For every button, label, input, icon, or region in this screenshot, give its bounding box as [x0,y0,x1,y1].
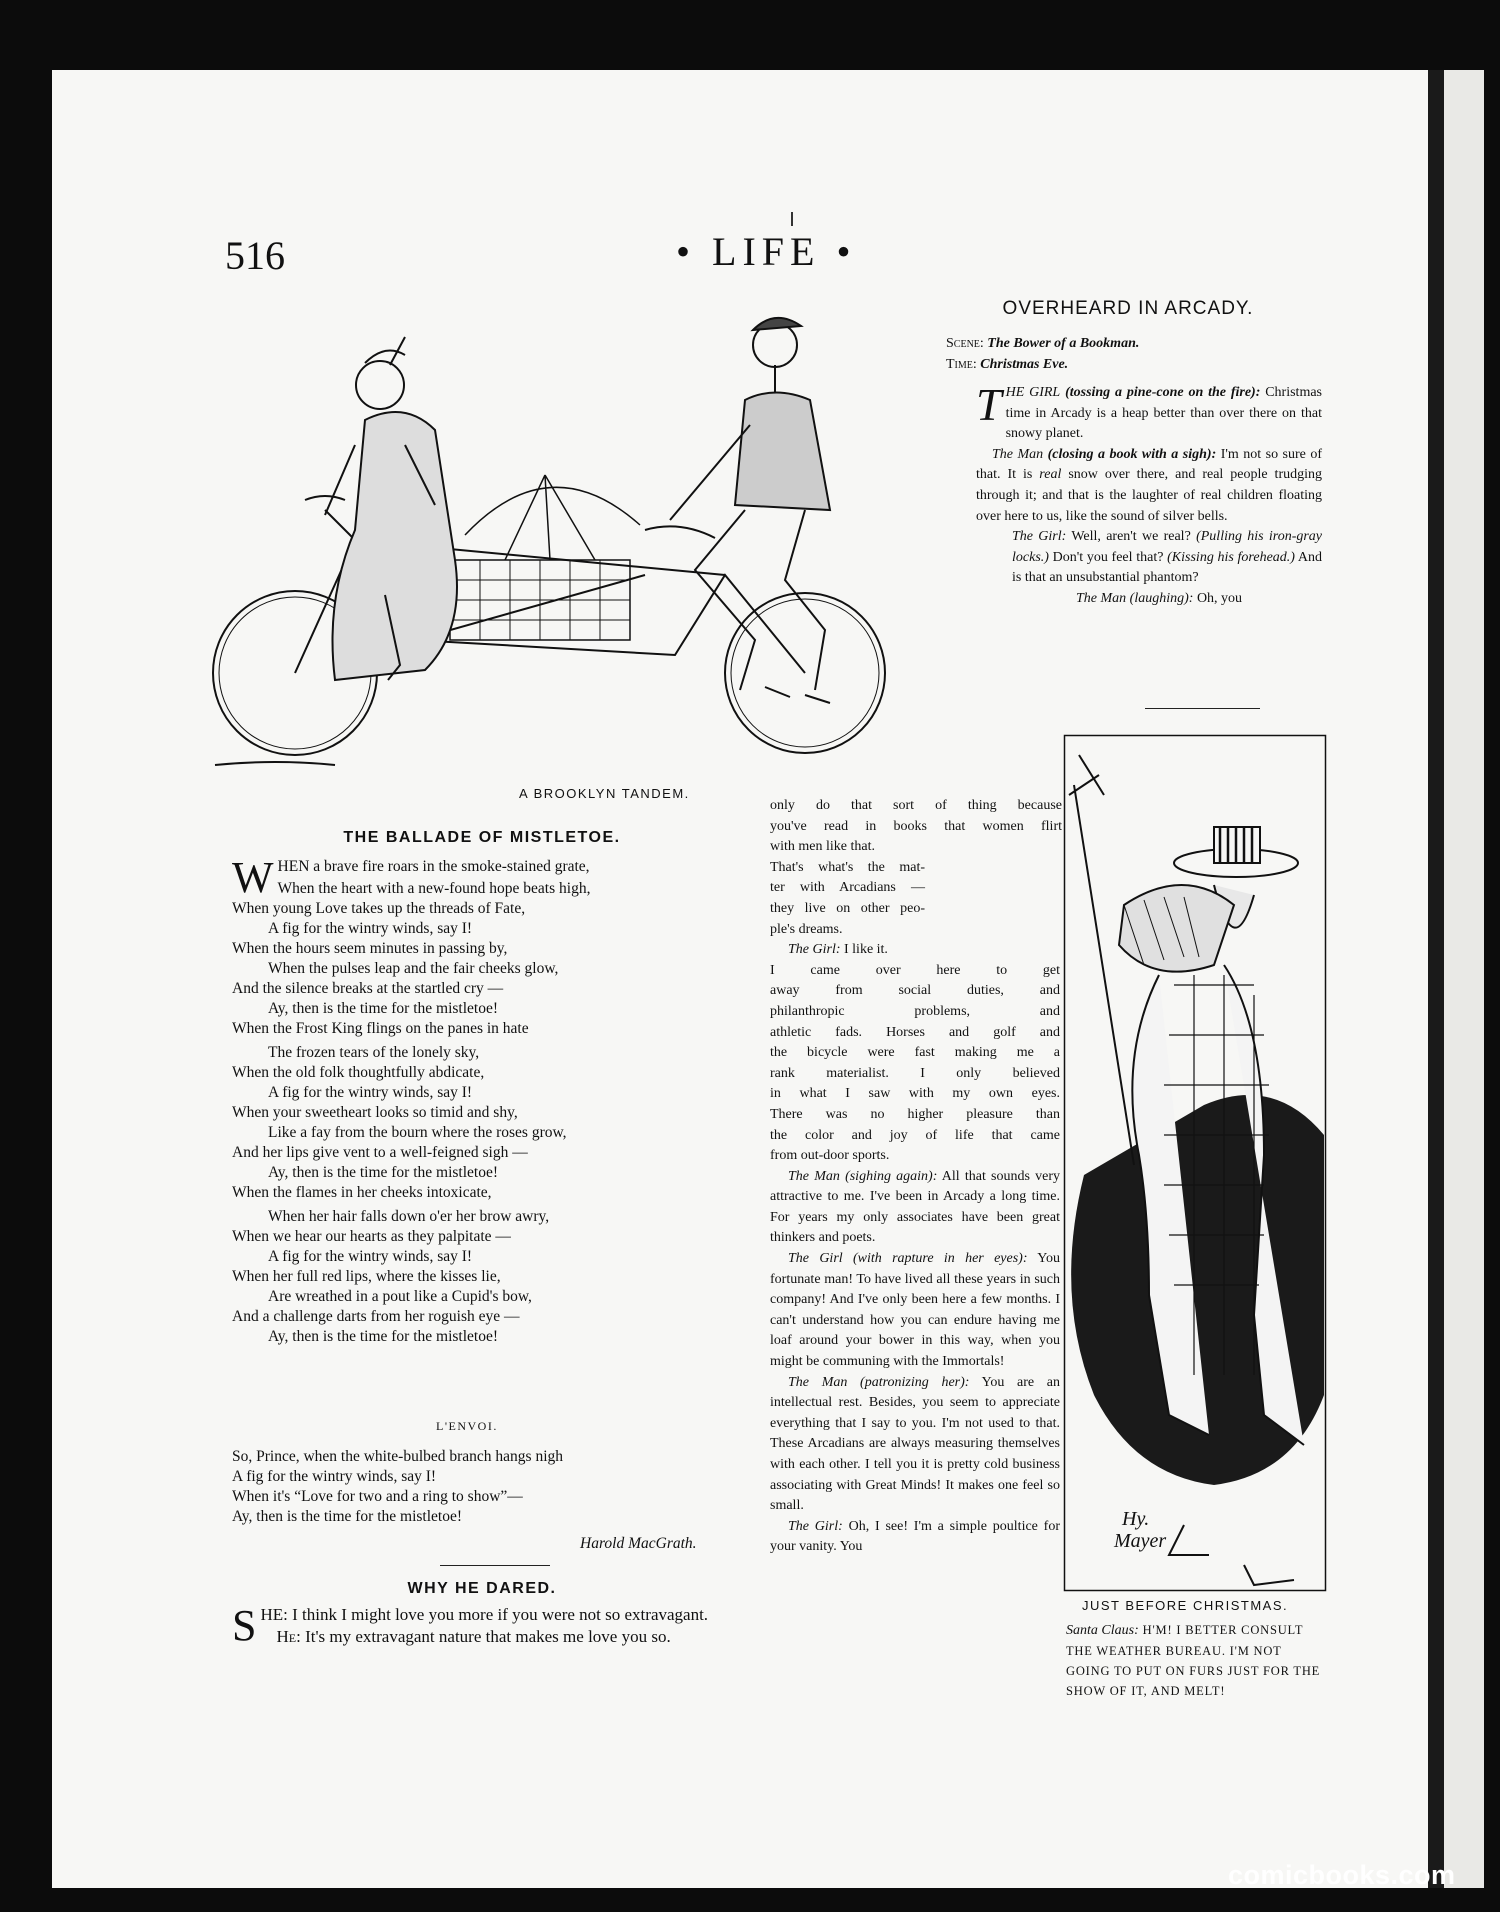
ballade-poem [232,853,742,1347]
man-speech [770,1373,1060,1517]
poem-line: A fig for the wintry winds, say I! [268,1248,473,1265]
text-line: athletic fads. Horses and golf and [770,1024,1060,1040]
page-number: 516 [225,233,285,278]
poem-line: When we hear our hearts as they palpitate — [232,1228,511,1245]
poem-line: A fig for the wintry winds, say I! [232,1468,437,1485]
stage-direction: (Kissing his forehead.) [1167,549,1295,565]
text-line: I came over here to get [770,962,1060,978]
arcady-dialogue-top [976,379,1323,610]
poem-line: Like a fay from the bourn where the roses grow, [268,1124,567,1141]
text-line: they live on other peo- [770,900,925,916]
masthead-title: • LIFE • [676,229,857,274]
speaker: The Man [788,1374,848,1390]
dialogue-text: Oh, I see! I'm a simple poultice for your vanity. You [770,1518,1060,1555]
poem-line: When young Love takes up the threads of Fate, [232,900,526,917]
dialogue-text: Christmas time in Arcady is a heap better than over there on that snowy planet. [1005,385,1322,442]
dialogue-text: And is that an unsubstantial phantom? [1012,549,1323,586]
santa-caption: JUST BEFORE CHRISTMAS. [1082,1598,1289,1613]
drop-cap: W [232,853,274,902]
speaker: HE GIRL [1005,385,1061,400]
girl-speech [770,961,1060,1167]
dialogue-text: All that sounds very attractive to me. I've been in Arcady a long time. For years my only associates have been great thinkers and poets. [770,1168,1061,1246]
drop-cap: T [976,379,1002,430]
stage-direction: (closing a book with a sigh): [1047,446,1217,462]
poem-line: A fig for the wintry winds, say I! [268,920,473,937]
drop-cap: S [232,1601,257,1650]
speaker: Santa Claus: [1066,1623,1139,1638]
text-line: the bicycle were fast making me a [770,1045,1060,1061]
arcady-paragraph [976,445,1322,527]
speaker-label: He: [276,1627,301,1646]
poem-line: So, Prince, when the white-bulbed branch hangs nigh [232,1448,564,1465]
arcady-paragraph [976,379,1322,445]
dialogue-text: Well, aren't we real? [1071,529,1191,545]
poem-line: And her lips give vent to a well-feigned sigh — [232,1144,528,1161]
dialogue-text: Oh, you [1196,590,1243,606]
site-watermark: comicbooks.com [1228,1860,1456,1890]
arcady-title: OVERHEARD IN ARCADY. [1002,298,1254,319]
poem-line: When the flames in her cheeks intoxicate, [232,1184,492,1201]
poem-line: Ay, then is the time for the mistletoe! [268,1000,499,1017]
arcady-continuation [770,796,1060,1558]
poem-line: When her hair falls down o'er her brow awry, [268,1208,550,1225]
text-line: philanthropic problems, and [770,1003,1060,1019]
text-line: That's what's the mat- [770,859,925,875]
speaker: The Girl: [788,1518,843,1534]
dialogue-text: snow over there, and real people trudging through it; and that is the laughter of real children floating over here to us, like the sound of silver bells. [976,467,1322,524]
stage-direction: (patronizing her): [860,1374,970,1390]
speaker: The Man [992,446,1044,462]
text-line: the color and joy of life that came [770,1127,1060,1143]
narrow-lines [770,858,925,940]
poem-line: When the Frost King flings on the panes in hate [232,1020,529,1037]
text-line: you've read in books that women flirt [770,818,1062,834]
arcady-scene-block [946,334,1321,375]
poem-line: When it's “Love for two and a ring to show”— [232,1488,523,1505]
santa-quote-block [1066,1620,1328,1701]
time-label: Time: [946,356,977,372]
poem-line: When the pulses leap and the fair cheeks glow, [268,960,559,977]
poem-line: Ay, then is the time for the mistletoe! [268,1164,499,1181]
text-line: There was no higher pleasure than [770,1106,1060,1122]
poem-line: Ay, then is the time for the mistletoe! [268,1328,499,1345]
envoi-title: L'ENVOI. [436,1419,498,1433]
poem-line: And a challenge darts from her roguish eye — [232,1308,520,1325]
arcady-paragraph [1012,527,1322,589]
arcady-paragraph [1076,589,1322,610]
scene-value: The Bower of a Bookman. [987,336,1140,351]
stage-direction: (with rapture in her eyes): [852,1251,1028,1267]
poem-line-text: HEN a brave fire roars in the smoke-stained grate, [277,858,590,875]
poem-line: When the heart with a new-found hope beats high, [277,880,591,897]
dialogue-text: I think I might love you more if you were not so extravagant. [292,1605,709,1624]
poem-line: When the old folk thoughtfully abdicate, [232,1064,485,1081]
dared-title: WHY HE DARED. [407,1580,557,1597]
stage-direction: (tossing a pine-cone on the fire): [1065,385,1261,400]
girl-line [770,940,1060,961]
speaker-label: HE: [260,1605,288,1624]
text-line: rank materialist. I only believed [770,1065,1060,1081]
dialogue-text: I'm not so sure of that. It is [976,446,1323,483]
dared-joke [232,1601,752,1650]
poem-line: When your sweetheart looks so timid and shy, [232,1104,518,1121]
printer-mark [791,212,793,226]
speaker: The Man [788,1168,840,1184]
text-line: away from social duties, and [770,983,1060,999]
text-line: in what I saw with my own eyes. [770,1086,1060,1102]
scene-label: Scene: [946,336,984,351]
poem-line: A fig for the wintry winds, say I! [268,1084,473,1101]
time-value: Christmas Eve. [980,356,1069,372]
emphasis: real [1039,467,1062,483]
santa-quote: H'M! I BETTER CONSULT THE WEATHER BUREAU. I'M NOT GOING TO PUT ON FURS JUST FOR THE SHOW OF IT, AND MELT! [1066,1623,1321,1698]
next-page-edge [1444,70,1484,1888]
text-line: ter with Arcadians — [770,880,925,896]
poem-line: And the silence breaks at the startled cry — [232,980,504,997]
girl-speech [770,1517,1060,1558]
speaker: The Girl: [1012,529,1067,545]
man-speech [770,1167,1060,1249]
he-line [232,1626,752,1648]
poem-line: Ay, then is the time for the mistletoe! [232,1508,463,1525]
page-edge-shadow [1428,70,1444,1888]
santa-claus-illustration [1064,735,1326,1591]
poem-line: When the hours seem minutes in passing by, [232,940,508,957]
illustrator-signature: Mayer [1114,1530,1167,1552]
dialogue-text: Don't you feel that? [1052,549,1164,565]
dialogue-text: It's my extravagant nature that makes me love you so. [305,1627,671,1646]
poem-line: When her full red lips, where the kisses lie, [232,1268,501,1285]
dialogue-text: You fortunate man! To have lived all these years in such company! And I've only been here a few months. I can't understand how you can endure having me loaf around your bower in this way, when you might be communing with the Immortals! [770,1251,1061,1370]
poem-line: The frozen tears of the lonely sky, [268,1044,480,1061]
text-line: with men like that. [770,839,875,855]
stage-direction: (sighing again): [845,1168,938,1184]
text-line: from out-door sports. [770,1148,890,1164]
divider-rule [1145,708,1260,709]
stage-direction: (laughing): [1129,590,1194,606]
illustrator-signature: Hy. [1122,1508,1150,1530]
girl-speech [770,1249,1060,1373]
tandem-bicycle-illustration [205,295,1015,785]
speaker: The Girl [788,1251,843,1267]
speaker: The Girl: [788,942,841,958]
wide-lines [770,796,1062,858]
envoi-stanza [232,1447,742,1527]
dialogue-text: I like it. [844,942,888,958]
divider-rule [440,1565,550,1566]
dialogue-text: You are an intellectual rest. Besides, you seem to appreciate everything that I say to you. I'm not used to that. These Arcadians are always measuring themselves with each other. I tell you it is pretty cold business associating with Great Minds! It makes one feel so small. [770,1374,1060,1514]
text-line: ple's dreams. [770,921,843,937]
poem-author: Harold MacGrath. [580,1535,697,1552]
speaker: The Man [1076,590,1127,606]
tandem-caption: A BROOKLYN TANDEM. [519,786,690,801]
ballade-title: THE BALLADE OF MISTLETOE. [343,829,621,846]
poem-line: Are wreathed in a pout like a Cupid's bow, [268,1288,532,1305]
stage-direction: (Pulling his iron-gray locks.) [1012,529,1323,565]
text-line: only do that sort of thing because [770,798,1062,813]
